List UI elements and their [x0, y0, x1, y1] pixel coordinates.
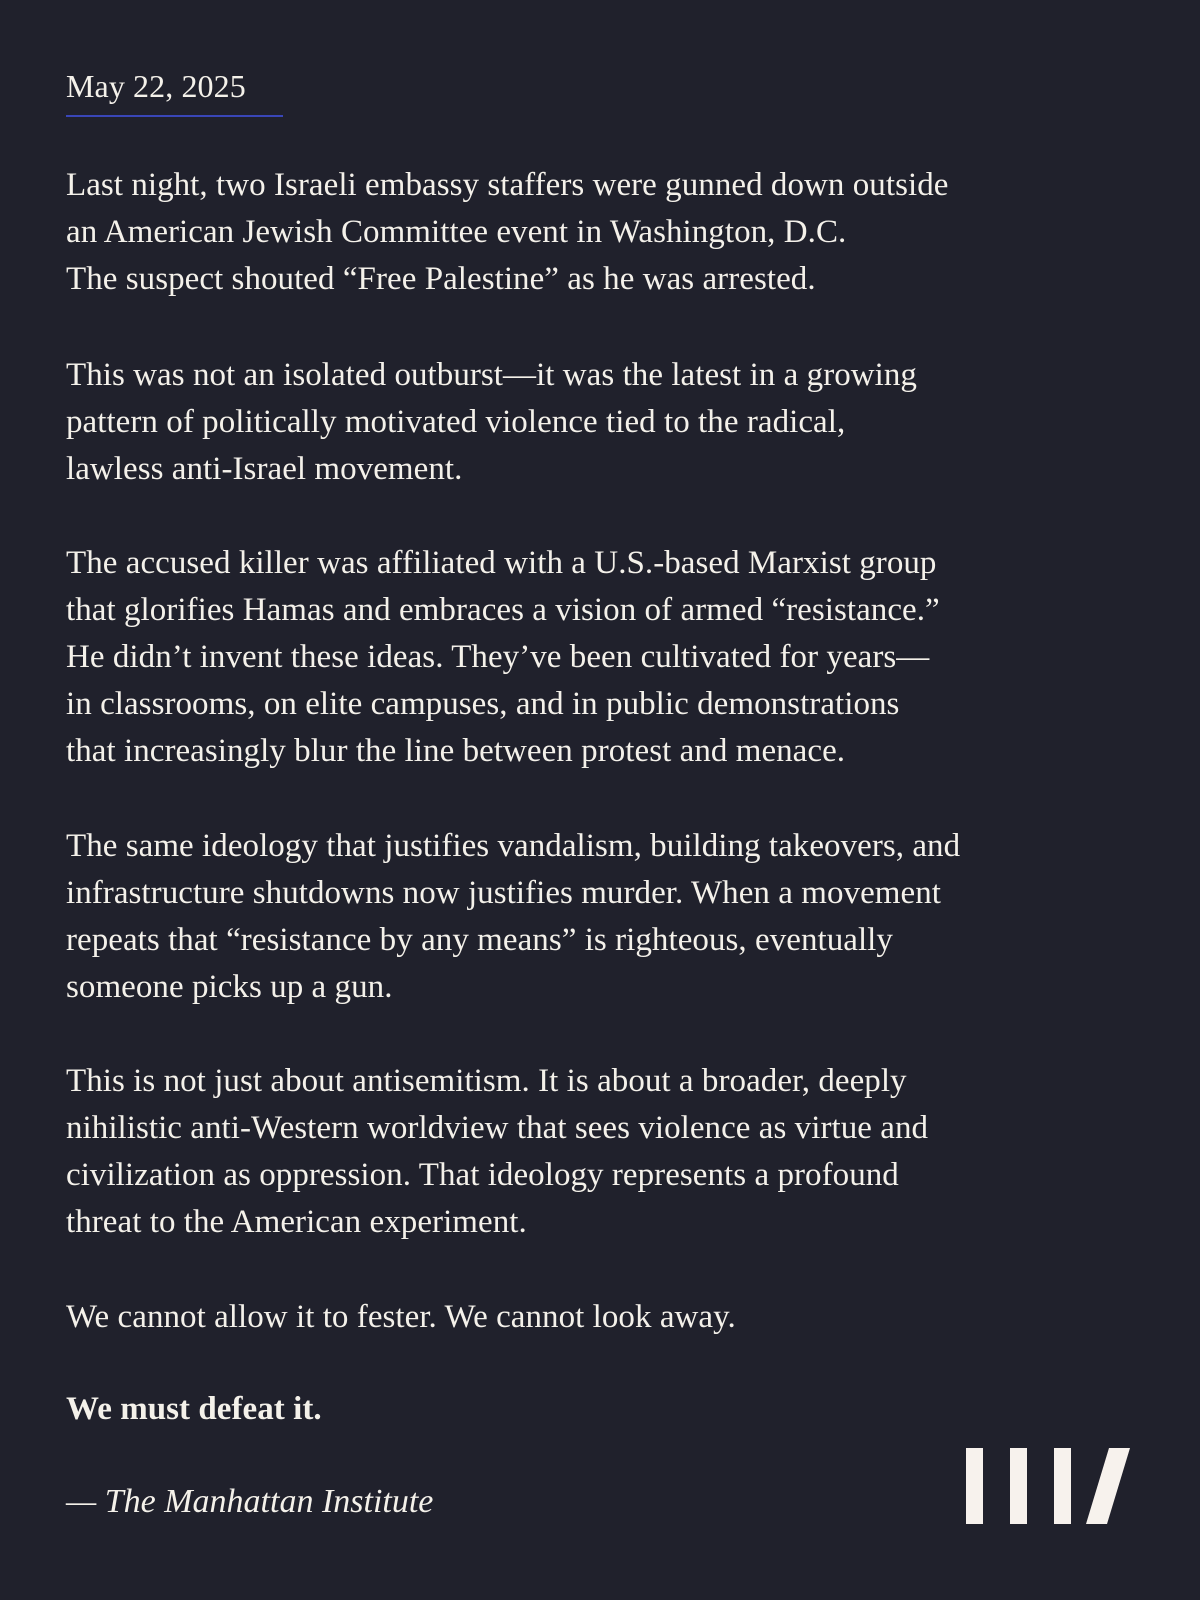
statement-page [66, 0, 1146, 1600]
paragraph-1: Last night, two Israeli embassy staffers were gunned down outside an American Jewish Committee event in Washington, D.C. The suspect shouted “Free Palestine” as he was arrested. [66, 167, 949, 297]
signature: — The Manhattan Institute [66, 1483, 434, 1520]
date-header [66, 66, 246, 110]
logo-bar-2 [1010, 1448, 1027, 1524]
publication-date: May 22, 2025 [66, 68, 246, 104]
paragraph-6: We cannot allow it to fester. We cannot look away. [66, 1299, 736, 1335]
paragraph-3: The accused killer was affiliated with a U.S.-based Marxist group that glorifies Hamas and embraces a vision of armed “resistance.” He didn’t invent these ideas. They’ve been cultivated for years— in classrooms, on elite campuses, and in public demonstrations that increasingly blur the line between protest and menace. [66, 545, 940, 769]
date-underline [66, 115, 283, 117]
logo-slash [1086, 1448, 1130, 1524]
logo-bar-3 [1054, 1448, 1071, 1524]
paragraph-4: The same ideology that justifies vandalism, building takeovers, and infrastructure shutdowns now justifies murder. When a movement repeats that “resistance by any means” is righteous, eventually someone picks up a gun. [66, 828, 961, 1005]
paragraph-2: This was not an isolated outburst—it was the latest in a growing pattern of politically motivated violence tied to the radical, lawless anti-Israel movement. [66, 357, 917, 487]
paragraph-5: This is not just about antisemitism. It is about a broader, deeply nihilistic anti-Western worldview that sees violence as virtue and civilization as oppression. That ideology represents a profound threat to the American experiment. [66, 1063, 929, 1240]
manhattan-institute-logo-icon [966, 1448, 1130, 1524]
logo-bar-1 [966, 1448, 983, 1524]
closing-statement: We must defeat it. [66, 1391, 322, 1427]
